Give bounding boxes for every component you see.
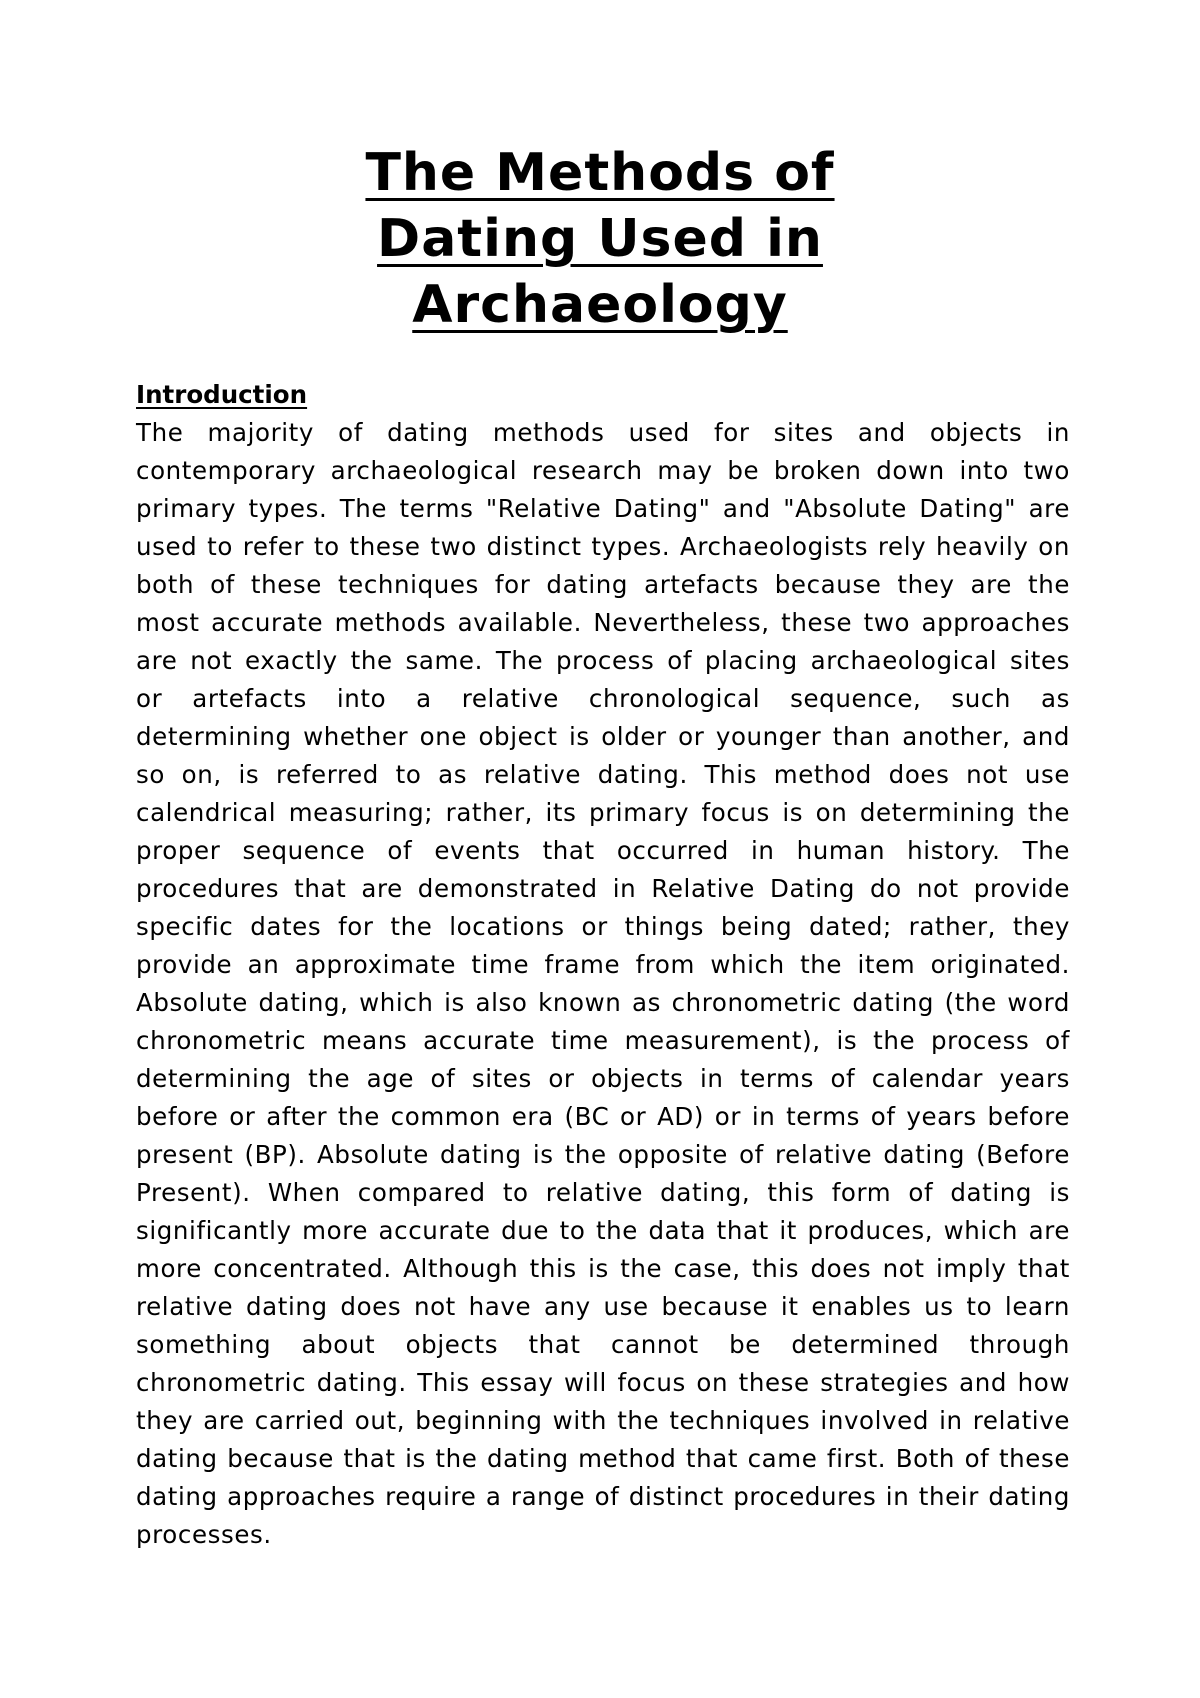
title-line-1: The Methods of [365, 143, 835, 203]
section-heading: Introduction [136, 380, 308, 409]
introduction-section [136, 376, 1070, 1554]
title-line-3: Archaeology [412, 275, 788, 335]
title-line-2: Dating Used in [377, 209, 823, 269]
document-title [300, 140, 900, 338]
introduction-paragraph: The majority of dating methods used for sites and objects in contemporary archaeological research may be broken down into two primary types. The terms "Relative Dating" and "Absolute Dating" are used to refer to these two distinct types. Archaeologists rely heavily on both of these techniques for dating artefacts because they are the most accurate methods available. Nevertheless, these two approaches are not exactly the same. The process of placing archaeological sites or artefacts into a relative chronological sequence, such as determining whether one object is older or younger than another, and so on, is referred to as relative dating. This method does not use calendrical measuring; rather, its primary focus is on determining the proper sequence of events that occurred in human history. The procedures that are demonstrated in Relative Dating do not provide specific dates for the locations or things being dated; rather, they provide an approximate time frame from which the item originated. Absolute dating, which is also known as chronometric dating (the word chronometric means accurate time measurement), is the process of determining the age of sites or objects in terms of calendar years before or after the common era (BC or AD) or in terms of years before present (BP). Absolute dating is the opposite of relative dating (Before Present). When compared to relative dating, this form of dating is significantly more accurate due to the data that it produces, which are more concentrated. Although this is the case, this does not imply that relative dating does not have any use because it enables us to learn something about objects that cannot be determined through chronometric dating. This essay will focus on these strategies and how they are carried out, beginning with the techniques involved in relative dating because that is the dating method that came first. Both of these dating approaches require a range of distinct procedures in their dating processes. [136, 418, 1070, 1549]
